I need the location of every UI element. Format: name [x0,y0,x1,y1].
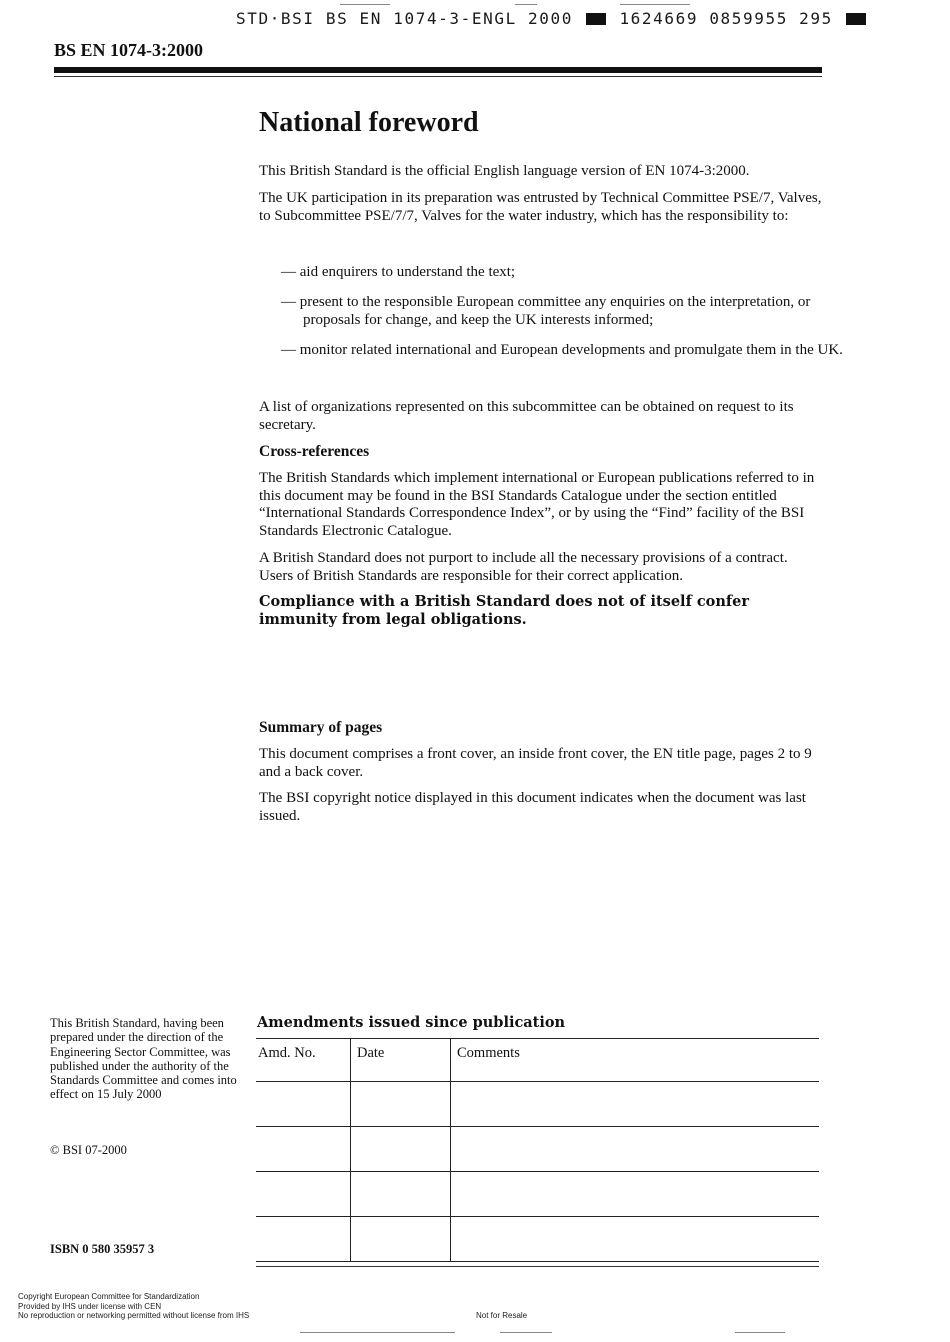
copyright-notice: © BSI 07-2000 [50,1143,127,1157]
paragraph: A British Standard does not purport to include all the necessary provisions of a contract. Users of British Standards are responsible for their correct application. [259,550,788,584]
footer-line: No reproduction or networking permitted without license from IHS [18,1311,250,1320]
paragraph: The British Standards which implement international or European publications referred to in this document may be found in the BSI Standards Catalogue under the section entitled “International Standards Correspondence Index”, or by using the “Find” facility of the BSI Standards Electronic Catalogue. [259,470,815,539]
scan-artifact-line [735,1332,785,1333]
scan-code-text: STD·BSI BS EN 1074-3-ENGL 2000 [236,9,573,28]
section-heading-summary-of-pages: Summary of pages [259,719,383,736]
scan-artifact-line [300,1332,455,1333]
isbn: ISBN 0 580 35957 3 [50,1242,155,1256]
table-row [256,1127,819,1172]
header-rule-thin [54,76,822,77]
table-header-row [256,1039,819,1082]
footer-line: Copyright European Committee for Standardization [18,1292,200,1301]
scan-code-numbers: 1624669 0859955 295 [619,9,833,28]
standard-id: BS EN 1074-3:2000 [54,40,204,60]
header-rule-thick [54,67,822,73]
column-header: Date [351,1039,451,1082]
column-header: Amd. No. [256,1039,351,1082]
table-row [256,1172,819,1217]
scan-artifact-line [340,4,390,5]
redaction-block [846,13,866,25]
resale-notice: Not for Resale [476,1311,528,1320]
license-footer [18,1292,249,1321]
column-header: Comments [451,1039,820,1082]
paragraph: This document comprises a front cover, an inside front cover, the EN title page, pages 2 to 9 and a back cover. [259,746,812,780]
paragraph: This British Standard is the official English language version of EN 1074-3:2000. [259,163,750,179]
scan-artifact-line [620,4,690,5]
page-title: National foreword [259,107,479,138]
paragraph: The UK participation in its preparation was entrusted by Technical Committee PSE/7, Valves, to Subcommittee PSE/7/7, Valves for the water industry, which has the responsibility to: [259,190,822,224]
table-bottom-rule [256,1266,819,1267]
scan-artifact-line [515,4,537,5]
list-item: — monitor related international and European developments and promulgate them in the UK. [281,342,843,358]
amendments-title: Amendments issued since publication [257,1014,566,1031]
section-heading-cross-references: Cross-references [259,443,370,460]
scan-artifact-line [500,1332,552,1333]
list-item: — present to the responsible European committee any enquiries on the interpretation, or proposals for change, and keep the UK interests informed; [281,294,811,328]
paragraph: The BSI copyright notice displayed in this document indicates when the document was last issued. [259,790,806,824]
table-row [256,1217,819,1262]
amendments-table [256,1038,819,1262]
table-row [256,1082,819,1127]
scan-header-code [236,9,868,28]
compliance-note: Compliance with a British Standard does not of itself confer immunity from legal obligations. [259,593,749,628]
paragraph: A list of organizations represented on this subcommittee can be obtained on request to its secretary. [259,399,794,433]
list-item: — aid enquirers to understand the text; [281,264,516,280]
footer-line: Provided by IHS under license with CEN [18,1301,162,1311]
publication-note: This British Standard, having been prepared under the direction of the Engineering Sector Committee, was published under the authority of the Standards Committee and comes into effect on 15 July 2000 [50,1016,237,1102]
redaction-block [586,13,606,25]
